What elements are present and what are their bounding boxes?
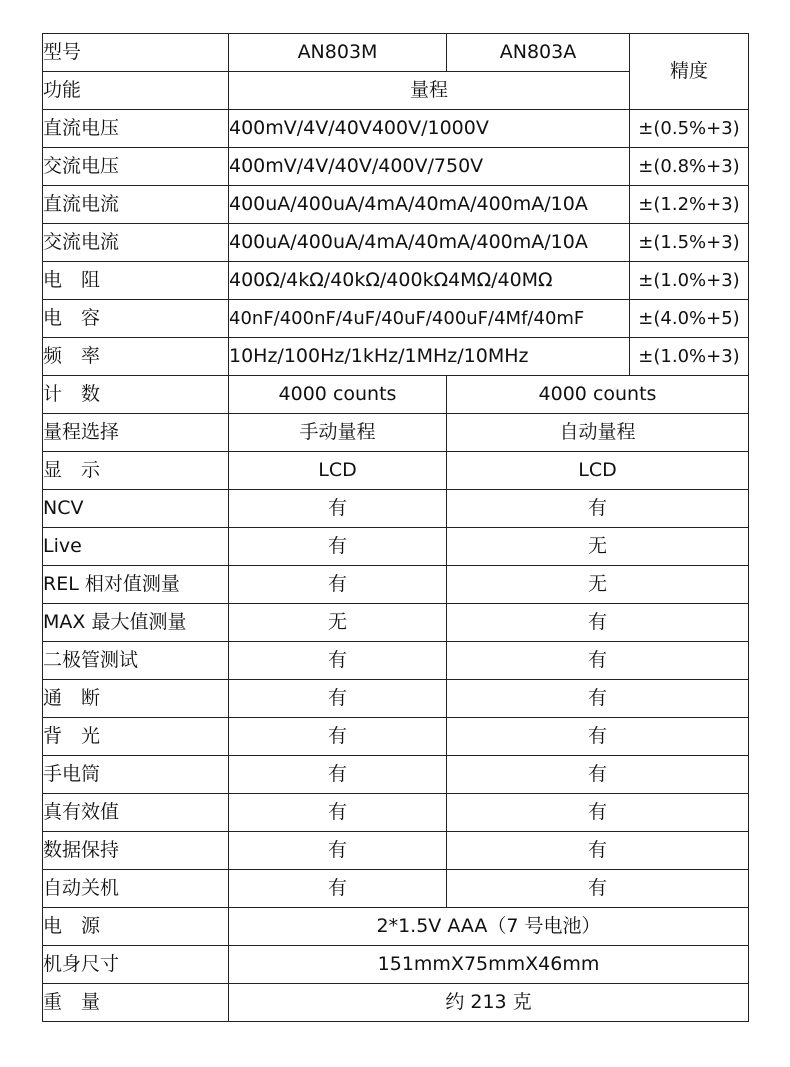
row-label: 交流电压: [43, 148, 229, 186]
function-label: 功能: [43, 72, 229, 110]
row-label: REL 相对值测量: [43, 566, 229, 604]
table-row: [43, 528, 749, 566]
row-label: 计 数: [43, 376, 229, 414]
an803a-value: 无: [447, 528, 749, 566]
an803m-value: 有: [229, 832, 447, 870]
an803m-value: 有: [229, 490, 447, 528]
size-value: 151mmX75mmX46mm: [229, 946, 749, 984]
row-label: 数据保持: [43, 832, 229, 870]
table-row: [43, 946, 749, 984]
range-value: 400uA/400uA/4mA/40mA/400mA/10A: [229, 224, 630, 262]
an803a-value: 有: [447, 832, 749, 870]
model-an803m: AN803M: [229, 34, 447, 72]
accuracy-value: ±(0.8%+3): [630, 148, 749, 186]
table-row: [43, 148, 749, 186]
row-label: 量程选择: [43, 414, 229, 452]
power-value: 2*1.5V AAA（7 号电池）: [229, 908, 749, 946]
table-row: [43, 300, 749, 338]
an803a-value: 有: [447, 490, 749, 528]
an803a-value: 4000 counts: [447, 376, 749, 414]
an803m-value: LCD: [229, 452, 447, 490]
accuracy-value: ±(1.0%+3): [630, 262, 749, 300]
row-label: 交流电流: [43, 224, 229, 262]
table-row: [43, 414, 749, 452]
table-row: [43, 680, 749, 718]
table-row: [43, 870, 749, 908]
table-row: [43, 642, 749, 680]
an803m-value: 有: [229, 794, 447, 832]
table-row: [43, 376, 749, 414]
accuracy-value: ±(1.2%+3): [630, 186, 749, 224]
table-row: [43, 984, 749, 1022]
weight-value: 约 213 克: [229, 984, 749, 1022]
range-value: 40nF/400nF/4uF/40uF/400uF/4Mf/40mF: [229, 300, 630, 338]
row-label: 显 示: [43, 452, 229, 490]
an803a-value: LCD: [447, 452, 749, 490]
row-label: 电 源: [43, 908, 229, 946]
range-value: 10Hz/100Hz/1kHz/1MHz/10MHz: [229, 338, 630, 376]
an803a-value: 有: [447, 604, 749, 642]
row-label: 电 容: [43, 300, 229, 338]
row-label: Live: [43, 528, 229, 566]
range-header: 量程: [229, 72, 630, 110]
an803m-value: 有: [229, 642, 447, 680]
row-label: 机身尺寸: [43, 946, 229, 984]
an803m-value: 4000 counts: [229, 376, 447, 414]
an803a-value: 有: [447, 870, 749, 908]
row-label: 频 率: [43, 338, 229, 376]
row-label: 手电筒: [43, 756, 229, 794]
an803m-value: 有: [229, 718, 447, 756]
accuracy-header: 精度: [630, 34, 749, 110]
an803a-value: 有: [447, 756, 749, 794]
spec-table: [42, 33, 749, 1022]
an803a-value: 自动量程: [447, 414, 749, 452]
row-label: 真有效值: [43, 794, 229, 832]
range-value: 400uA/400uA/4mA/40mA/400mA/10A: [229, 186, 630, 224]
range-value: 400Ω/4kΩ/40kΩ/400kΩ4MΩ/40MΩ: [229, 262, 630, 300]
an803a-value: 有: [447, 680, 749, 718]
row-label: MAX 最大值测量: [43, 604, 229, 642]
row-label: 二极管测试: [43, 642, 229, 680]
an803m-value: 有: [229, 756, 447, 794]
table-row: [43, 794, 749, 832]
model-an803a: AN803A: [447, 34, 630, 72]
table-row: [43, 718, 749, 756]
row-label: 重 量: [43, 984, 229, 1022]
an803m-value: 有: [229, 870, 447, 908]
an803a-value: 有: [447, 794, 749, 832]
row-label: 背 光: [43, 718, 229, 756]
row-label: 电 阻: [43, 262, 229, 300]
an803a-value: 无: [447, 566, 749, 604]
an803m-value: 手动量程: [229, 414, 447, 452]
table-row: [43, 756, 749, 794]
an803m-value: 有: [229, 528, 447, 566]
range-value: 400mV/4V/40V400V/1000V: [229, 110, 630, 148]
table-row: [43, 832, 749, 870]
accuracy-value: ±(1.5%+3): [630, 224, 749, 262]
row-label: 直流电压: [43, 110, 229, 148]
accuracy-value: ±(1.0%+3): [630, 338, 749, 376]
table-row: [43, 908, 749, 946]
an803m-value: 有: [229, 680, 447, 718]
an803m-value: 有: [229, 566, 447, 604]
table-row: [43, 262, 749, 300]
row-label: 自动关机: [43, 870, 229, 908]
row-label: 通 断: [43, 680, 229, 718]
table-row: [43, 110, 749, 148]
accuracy-value: ±(4.0%+5): [630, 300, 749, 338]
row-label: NCV: [43, 490, 229, 528]
an803a-value: 有: [447, 642, 749, 680]
accuracy-value: ±(0.5%+3): [630, 110, 749, 148]
range-value: 400mV/4V/40V/400V/750V: [229, 148, 630, 186]
model-label: 型号: [43, 34, 229, 72]
table-row: [43, 224, 749, 262]
table-row: [43, 566, 749, 604]
row-label: 直流电流: [43, 186, 229, 224]
table-row: [43, 604, 749, 642]
an803a-value: 有: [447, 718, 749, 756]
an803m-value: 无: [229, 604, 447, 642]
table-row: [43, 452, 749, 490]
table-row: [43, 338, 749, 376]
table-row: [43, 490, 749, 528]
table-row: [43, 186, 749, 224]
header-row-model: [43, 34, 749, 72]
